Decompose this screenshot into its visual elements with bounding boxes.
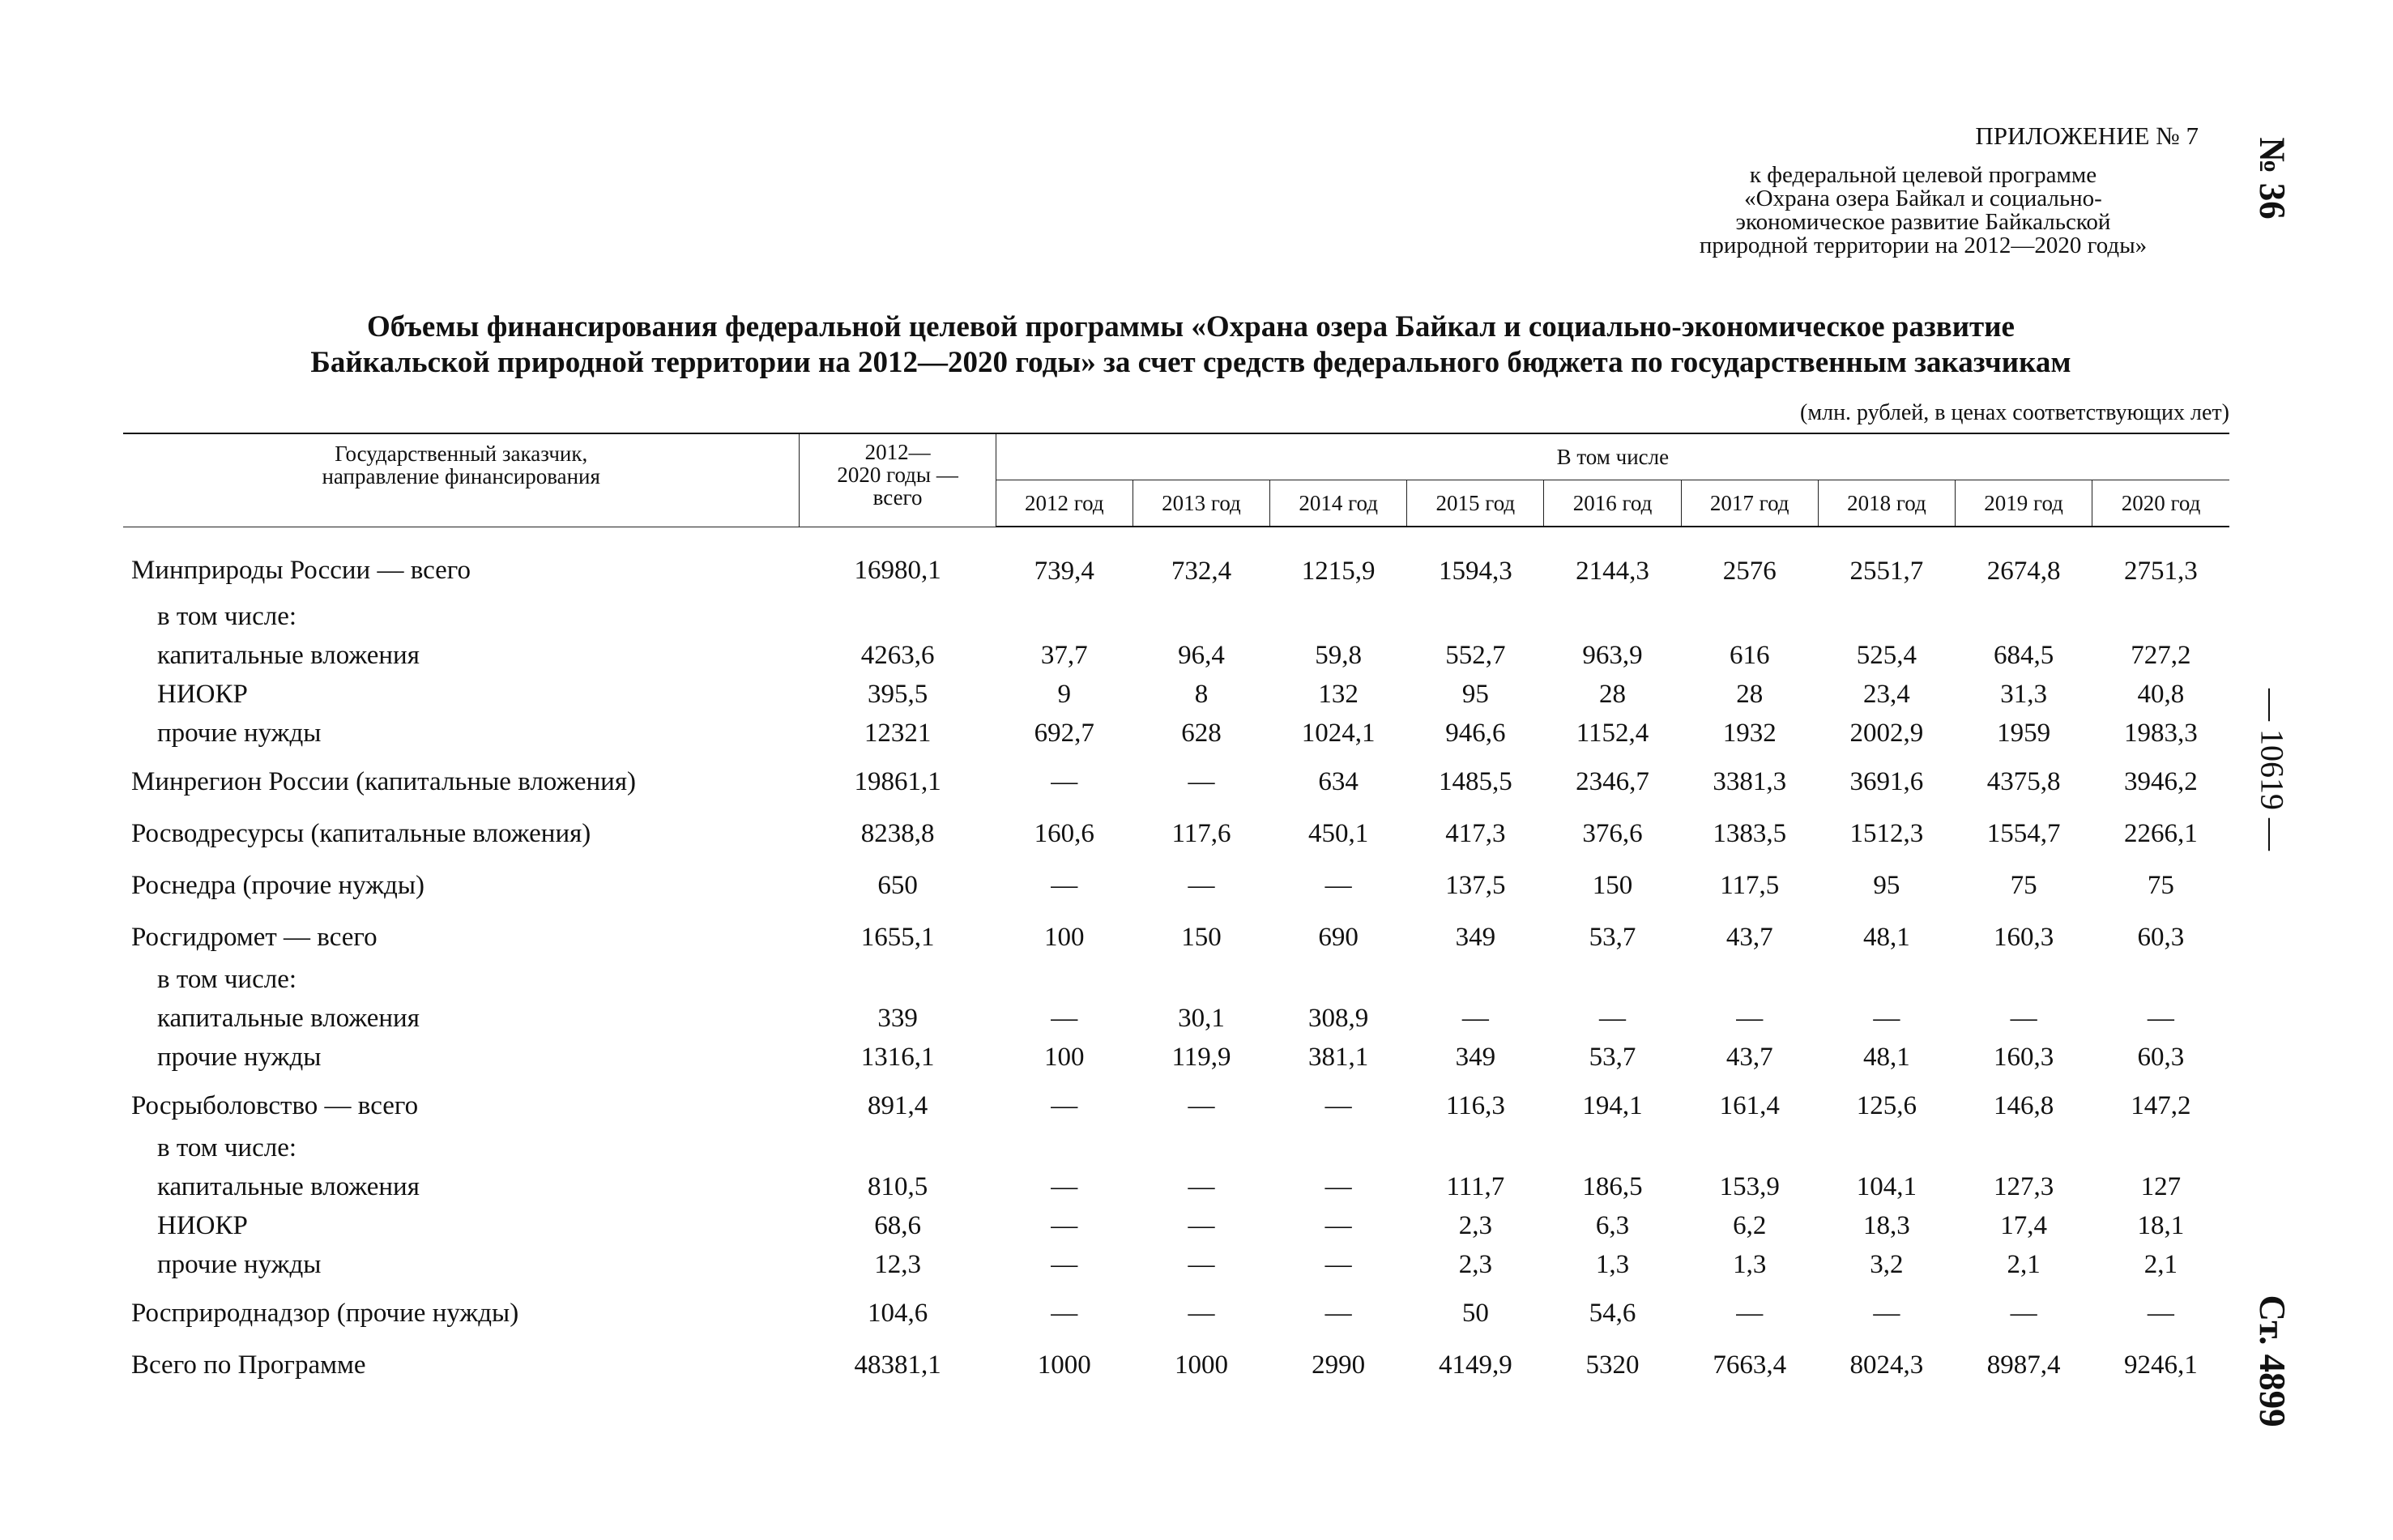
- total-cell: 1655,1: [860, 922, 935, 952]
- year-cell: [1544, 1128, 1681, 1167]
- year-cell: 2,1: [2007, 1249, 2041, 1279]
- year-cell: 40,8: [2137, 679, 2185, 709]
- year-cell: —: [1051, 1298, 1078, 1328]
- total-cell: 12,3: [874, 1249, 921, 1279]
- year-cell: 111,7: [1446, 1171, 1505, 1201]
- row-label: капитальные вложения: [157, 640, 420, 670]
- appendix-line: «Охрана озера Байкал и социально-: [1744, 186, 2102, 211]
- table-row: [123, 999, 2229, 1038]
- year-cell: [2092, 597, 2229, 636]
- year-cell: 119,9: [1171, 1042, 1231, 1072]
- total-cell: 4263,6: [860, 640, 935, 670]
- row-label: прочие нужды: [157, 1249, 322, 1279]
- year-cell: 18,3: [1863, 1210, 1910, 1240]
- year-cell: 30,1: [1178, 1003, 1225, 1033]
- column-header-customer: [123, 433, 800, 527]
- year-cell: 75: [2147, 870, 2174, 900]
- year-cell: —: [1051, 1171, 1078, 1201]
- year-cell: 150: [1592, 870, 1633, 900]
- table-row: [123, 1077, 2229, 1128]
- year-cell: 732,4: [1171, 556, 1232, 586]
- column-group-header: В том числе: [996, 433, 2229, 480]
- year-cell: 1554,7: [1986, 818, 2061, 848]
- year-cell: [1133, 1128, 1269, 1167]
- row-label: капитальные вложения: [157, 1171, 420, 1201]
- year-cell: 1932: [1722, 718, 1777, 748]
- year-cell: 616: [1729, 640, 1770, 670]
- year-cell: 18,1: [2137, 1210, 2185, 1240]
- year-cell: 153,9: [1719, 1171, 1780, 1201]
- year-cell: [1270, 960, 1407, 999]
- column-header-total: [800, 433, 996, 527]
- year-cell: 160,3: [1993, 1042, 2054, 1072]
- year-cell: 1959: [1997, 718, 2051, 748]
- total-cell: 650: [877, 870, 918, 900]
- column-header-year: 2018 год: [1818, 480, 1955, 527]
- table-row: [123, 960, 2229, 999]
- row-label: Росводресурсы (капитальные вложения): [131, 818, 591, 848]
- row-label: Минприроды России — всего: [131, 556, 471, 586]
- table-body: [123, 527, 2229, 1388]
- column-header-year: 2014 год: [1270, 480, 1407, 527]
- year-cell: 50: [1461, 1298, 1489, 1328]
- year-cell: 7663,4: [1713, 1350, 1787, 1380]
- year-cell: 417,3: [1445, 818, 1506, 848]
- year-cell: 95: [1461, 679, 1489, 709]
- year-cell: [1407, 1128, 1544, 1167]
- year-cell: —: [1188, 766, 1215, 796]
- year-cell: —: [1324, 1090, 1352, 1120]
- year-cell: 349: [1455, 922, 1496, 952]
- row-label: Минрегион России (капитальные вложения): [131, 766, 636, 796]
- year-cell: 48,1: [1863, 922, 1910, 952]
- year-cell: 116,3: [1445, 1090, 1505, 1120]
- year-cell: 60,3: [2137, 922, 2185, 952]
- year-cell: 17,4: [2000, 1210, 2047, 1240]
- year-cell: 53,7: [1589, 1042, 1636, 1072]
- year-cell: 1383,5: [1713, 818, 1787, 848]
- year-cell: [1407, 597, 1544, 636]
- year-cell: 95: [1873, 870, 1900, 900]
- page-number: [2236, 1280, 2309, 1442]
- financing-table: [123, 433, 2229, 1388]
- table-row: [123, 527, 2229, 597]
- year-cell: [1681, 1128, 1818, 1167]
- year-cell: 160,3: [1993, 922, 2054, 952]
- document-title-line: Объемы финансирования федеральной целевой программы «Охрана озера Байкал и социально-экономическое развитие: [367, 310, 2015, 343]
- row-label: Всего по Программе: [131, 1350, 366, 1380]
- year-cell: [1270, 597, 1407, 636]
- year-cell: 6,3: [1595, 1210, 1630, 1240]
- year-cell: —: [1051, 1249, 1078, 1279]
- year-cell: 2144,3: [1576, 556, 1649, 586]
- table-row: [123, 753, 2229, 804]
- year-cell: 4375,8: [1986, 766, 2061, 796]
- year-cell: —: [1324, 870, 1352, 900]
- year-cell: 1983,3: [2123, 718, 2198, 748]
- table-row: [123, 804, 2229, 856]
- year-cell: —: [2147, 1298, 2174, 1328]
- year-cell: 194,1: [1582, 1090, 1643, 1120]
- year-cell: [1956, 960, 2092, 999]
- year-cell: 2551,7: [1849, 556, 1924, 586]
- total-cell: 104,6: [867, 1298, 928, 1328]
- year-cell: [2092, 960, 2229, 999]
- year-cell: 739,4: [1034, 556, 1094, 586]
- year-cell: 1000: [1174, 1350, 1228, 1380]
- year-cell: 2,1: [2143, 1249, 2178, 1279]
- year-cell: 48,1: [1863, 1042, 1910, 1072]
- table-row: [123, 1206, 2229, 1245]
- total-cell: 395,5: [867, 679, 928, 709]
- year-cell: 137,5: [1445, 870, 1506, 900]
- year-cell: 2674,8: [1986, 556, 2061, 586]
- year-cell: —: [2010, 1298, 2037, 1328]
- year-cell: —: [1051, 1003, 1078, 1033]
- column-header-year: 2017 год: [1681, 480, 1818, 527]
- year-cell: [1818, 1128, 1955, 1167]
- document-title: [130, 309, 2252, 381]
- year-cell: 9246,1: [2123, 1350, 2198, 1380]
- year-cell: 946,6: [1445, 718, 1506, 748]
- total-cell: 16980,1: [854, 556, 941, 586]
- year-cell: 2990: [1312, 1350, 1366, 1380]
- year-cell: 43,7: [1725, 1042, 1773, 1072]
- year-cell: —: [1051, 766, 1078, 796]
- year-cell: 4149,9: [1438, 1350, 1512, 1380]
- year-cell: 23,4: [1863, 679, 1910, 709]
- table-row: [123, 1167, 2229, 1206]
- header-text: направление финансирования: [322, 464, 600, 488]
- year-cell: 125,6: [1856, 1090, 1917, 1120]
- year-cell: 3381,3: [1713, 766, 1787, 796]
- year-cell: 6,2: [1733, 1210, 1767, 1240]
- year-cell: [1133, 960, 1269, 999]
- year-cell: 349: [1455, 1042, 1496, 1072]
- year-cell: —: [1188, 1249, 1215, 1279]
- header-text: Государственный заказчик,: [335, 442, 588, 466]
- year-cell: 28: [1599, 679, 1627, 709]
- year-cell: 59,8: [1315, 640, 1363, 670]
- year-cell: —: [1324, 1249, 1352, 1279]
- year-cell: 96,4: [1178, 640, 1225, 670]
- year-cell: 117,5: [1720, 870, 1780, 900]
- year-cell: 5320: [1585, 1350, 1640, 1380]
- year-cell: —: [1188, 1171, 1215, 1201]
- appendix-line: экономическое развитие Байкальской: [1735, 209, 2111, 235]
- year-cell: [996, 1128, 1133, 1167]
- table-row: [123, 675, 2229, 714]
- appendix-line: природной территории на 2012—2020 годы»: [1699, 232, 2148, 258]
- year-cell: 28: [1736, 679, 1764, 709]
- year-cell: [2092, 1128, 2229, 1167]
- year-cell: —: [1599, 1003, 1627, 1033]
- year-cell: [996, 960, 1133, 999]
- year-cell: 684,5: [1993, 640, 2054, 670]
- header-text: 2012—: [864, 440, 931, 464]
- year-cell: 186,5: [1582, 1171, 1643, 1201]
- year-cell: 3946,2: [2123, 766, 2198, 796]
- total-cell: 8238,8: [860, 818, 935, 848]
- year-cell: 2346,7: [1576, 766, 1649, 796]
- year-cell: 1024,1: [1301, 718, 1376, 748]
- total-cell: 12321: [864, 718, 932, 748]
- document-title-line: Байкальской природной территории на 2012—2020 годы» за счет средств федерального бюджета по государственным заказчикам: [310, 346, 2071, 379]
- year-cell: 54,6: [1589, 1298, 1636, 1328]
- year-cell: [1956, 597, 2092, 636]
- year-cell: —: [1051, 1090, 1078, 1120]
- year-cell: —: [2147, 1003, 2174, 1033]
- year-cell: [1407, 960, 1544, 999]
- year-cell: —: [1324, 1298, 1352, 1328]
- table-row: [123, 636, 2229, 675]
- row-label: в том числе:: [157, 1133, 297, 1162]
- year-cell: 2,3: [1458, 1210, 1492, 1240]
- total-cell: [800, 597, 996, 636]
- total-cell: 1316,1: [860, 1042, 935, 1072]
- table-row: [123, 908, 2229, 960]
- year-cell: [1681, 597, 1818, 636]
- year-cell: 2751,3: [2123, 556, 2198, 586]
- table-row: [123, 597, 2229, 636]
- total-cell: 68,6: [874, 1210, 921, 1240]
- year-cell: 127: [2140, 1171, 2182, 1201]
- year-cell: 37,7: [1040, 640, 1088, 670]
- year-cell: [1818, 960, 1955, 999]
- year-cell: —: [2010, 1003, 2037, 1033]
- year-cell: 634: [1318, 766, 1359, 796]
- year-cell: 53,7: [1589, 922, 1636, 952]
- row-label: Росрыболовство — всего: [131, 1090, 419, 1120]
- year-cell: —: [1188, 1090, 1215, 1120]
- table-row: [123, 714, 2229, 753]
- appendix-line: к федеральной целевой программе: [1749, 162, 2097, 188]
- year-cell: 150: [1181, 922, 1222, 952]
- table-row: [123, 1245, 2229, 1284]
- appendix-title: ПРИЛОЖЕНИЕ № 7: [1975, 122, 2199, 150]
- year-cell: 2576: [1722, 556, 1777, 586]
- year-cell: 308,9: [1308, 1003, 1369, 1033]
- year-cell: 117,6: [1171, 818, 1231, 848]
- total-cell: 339: [877, 1003, 918, 1033]
- year-cell: —: [1188, 870, 1215, 900]
- appendix-block: [1615, 122, 2231, 258]
- year-cell: 692,7: [1034, 718, 1094, 748]
- year-cell: 146,8: [1993, 1090, 2054, 1120]
- year-cell: 60,3: [2137, 1042, 2185, 1072]
- year-cell: —: [1736, 1298, 1764, 1328]
- year-cell: —: [1873, 1298, 1900, 1328]
- column-header-year: 2013 год: [1133, 480, 1269, 527]
- year-cell: 376,6: [1582, 818, 1643, 848]
- year-cell: 450,1: [1308, 818, 1369, 848]
- year-cell: 628: [1181, 718, 1222, 748]
- year-cell: 127,3: [1993, 1171, 2054, 1201]
- column-header-year: 2020 год: [2092, 480, 2229, 527]
- year-cell: 8: [1194, 679, 1209, 709]
- row-label: НИОКР: [157, 1210, 248, 1240]
- table-row: [123, 856, 2229, 908]
- row-label: Росприроднадзор (прочие нужды): [131, 1298, 519, 1328]
- year-cell: 1485,5: [1438, 766, 1512, 796]
- row-label: Росгидромет — всего: [131, 922, 378, 952]
- year-cell: 2266,1: [2123, 818, 2198, 848]
- year-cell: —: [1188, 1298, 1215, 1328]
- year-cell: 161,4: [1719, 1090, 1780, 1120]
- row-label: прочие нужды: [157, 718, 322, 748]
- year-cell: 1215,9: [1301, 556, 1376, 586]
- row-label: капитальные вложения: [157, 1003, 420, 1033]
- year-cell: —: [1051, 1210, 1078, 1240]
- issue-number: [2236, 122, 2309, 235]
- total-cell: 810,5: [867, 1171, 928, 1201]
- year-cell: 100: [1044, 922, 1085, 952]
- year-cell: 9: [1057, 679, 1072, 709]
- year-cell: —: [1324, 1210, 1352, 1240]
- total-cell: [800, 960, 996, 999]
- page-number-text: Ст. 4899: [2252, 1295, 2293, 1427]
- year-cell: 160,6: [1034, 818, 1094, 848]
- year-cell: 104,1: [1856, 1171, 1917, 1201]
- total-cell: 19861,1: [854, 766, 941, 796]
- year-cell: 963,9: [1582, 640, 1643, 670]
- year-cell: 690: [1318, 922, 1359, 952]
- year-cell: 3,2: [1870, 1249, 1904, 1279]
- table-row: [123, 1038, 2229, 1077]
- year-cell: [1818, 597, 1955, 636]
- year-cell: 1152,4: [1576, 718, 1649, 748]
- year-cell: —: [1736, 1003, 1764, 1033]
- column-header-year: 2015 год: [1407, 480, 1544, 527]
- row-label: НИОКР: [157, 679, 248, 709]
- year-cell: 2002,9: [1849, 718, 1924, 748]
- year-cell: 2,3: [1458, 1249, 1492, 1279]
- header-text: всего: [872, 485, 923, 510]
- year-cell: [1133, 597, 1269, 636]
- total-cell: 891,4: [867, 1090, 928, 1120]
- year-cell: —: [1873, 1003, 1900, 1033]
- year-cell: 43,7: [1725, 922, 1773, 952]
- column-header-year: 2019 год: [1956, 480, 2092, 527]
- year-cell: [1544, 597, 1681, 636]
- year-cell: 552,7: [1445, 640, 1506, 670]
- year-cell: [996, 597, 1133, 636]
- year-cell: 1000: [1037, 1350, 1091, 1380]
- document-number: [2236, 672, 2309, 867]
- year-cell: —: [1324, 1171, 1352, 1201]
- year-cell: 100: [1044, 1042, 1085, 1072]
- column-header-year: 2016 год: [1544, 480, 1681, 527]
- table-header: [123, 433, 2229, 527]
- total-cell: [800, 1128, 996, 1167]
- units-note: (млн. рублей, в ценах соответствующих лет): [1800, 400, 2229, 425]
- issue-number-text: № 36: [2252, 137, 2293, 220]
- document-number-text: — 10619 —: [2254, 689, 2291, 851]
- header-text: 2020 годы —: [837, 463, 958, 487]
- row-label: прочие нужды: [157, 1042, 322, 1072]
- year-cell: 381,1: [1308, 1042, 1369, 1072]
- row-label: в том числе:: [157, 964, 297, 994]
- year-cell: 147,2: [2131, 1090, 2191, 1120]
- column-header-year: 2012 год: [996, 480, 1133, 527]
- year-cell: —: [1461, 1003, 1489, 1033]
- total-cell: 48381,1: [854, 1350, 941, 1380]
- row-label: Роснедра (прочие нужды): [131, 870, 424, 900]
- year-cell: [1544, 960, 1681, 999]
- year-cell: 3691,6: [1849, 766, 1924, 796]
- year-cell: 1,3: [1733, 1249, 1767, 1279]
- year-cell: 132: [1318, 679, 1359, 709]
- year-cell: [1956, 1128, 2092, 1167]
- year-cell: 525,4: [1856, 640, 1917, 670]
- year-cell: 1,3: [1595, 1249, 1630, 1279]
- year-cell: 31,3: [2000, 679, 2047, 709]
- table-row: [123, 1284, 2229, 1336]
- year-cell: 1512,3: [1849, 818, 1924, 848]
- row-label: в том числе:: [157, 601, 297, 631]
- table-row: [123, 1336, 2229, 1388]
- table-row: [123, 1128, 2229, 1167]
- year-cell: 8987,4: [1986, 1350, 2061, 1380]
- year-cell: 727,2: [2131, 640, 2191, 670]
- year-cell: —: [1051, 870, 1078, 900]
- year-cell: [1270, 1128, 1407, 1167]
- year-cell: —: [1188, 1210, 1215, 1240]
- year-cell: 75: [2010, 870, 2037, 900]
- year-cell: 1594,3: [1438, 556, 1512, 586]
- year-cell: 8024,3: [1849, 1350, 1924, 1380]
- year-cell: [1681, 960, 1818, 999]
